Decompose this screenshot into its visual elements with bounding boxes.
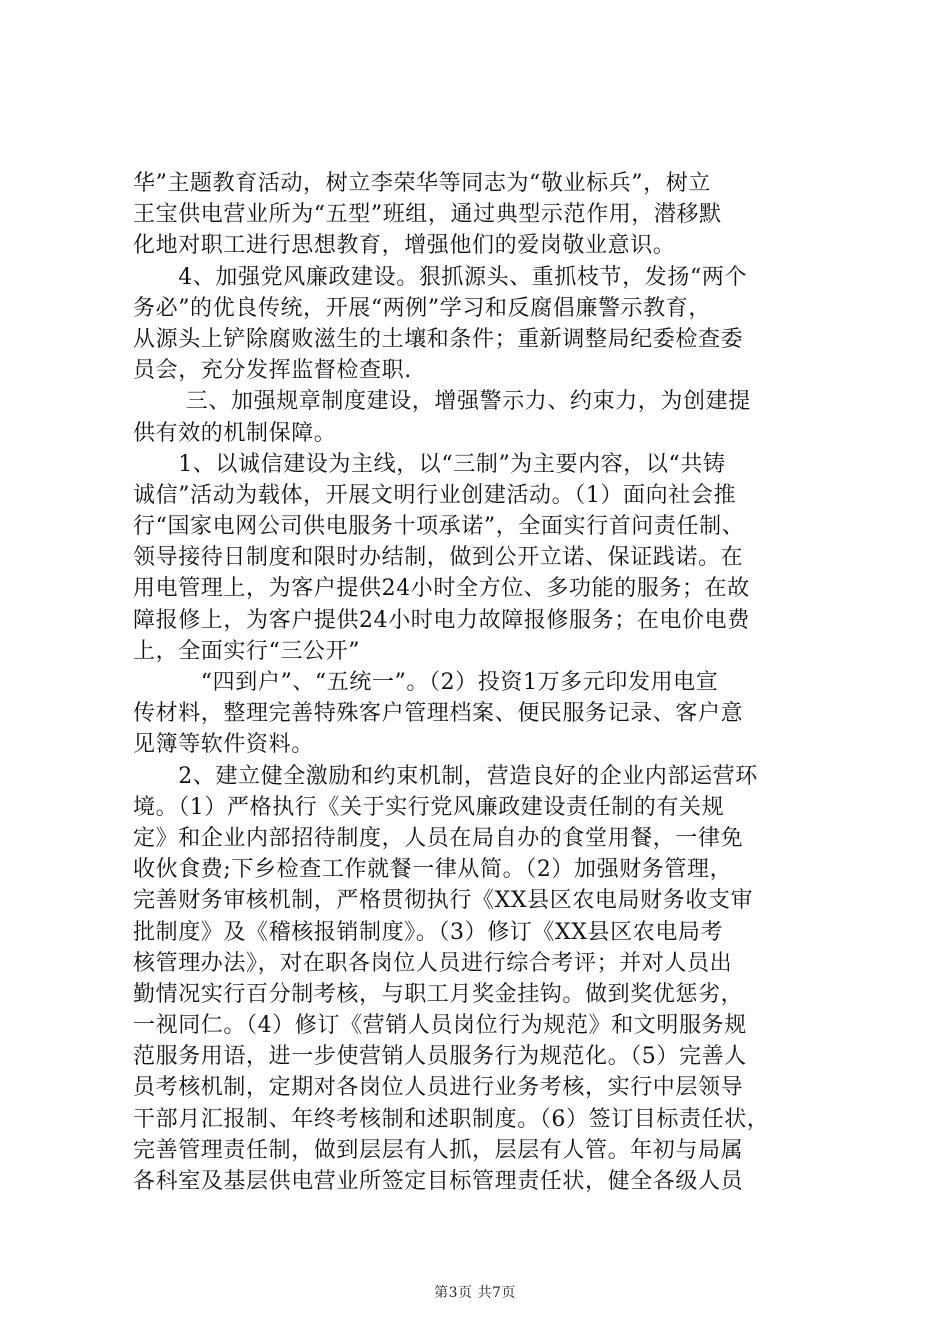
text-line: 1、以诚信建设为主线，以“三制”为主要内容，以“共铸: [133, 451, 726, 477]
text-line: 上，全面实行“三公开”: [133, 638, 361, 664]
text-line: 批制度》及《稽核报销制度》。（3）修订《XX县区农电局考: [133, 919, 724, 945]
text-line: 华”主题教育活动，树立李荣华等同志为“敬业标兵”，树立: [133, 171, 711, 196]
text-line: 障报修上，为客户提供24小时电力故障报修服务；在电价电费: [133, 607, 750, 633]
text-line: 诚信”活动为载体，开展文明行业创建活动。（1）面向社会推: [133, 482, 737, 508]
page-footer: 第3页 共7页: [434, 1285, 516, 1301]
text-line: 完善财务审核机制，严格贯彻执行《XX县区农电局财务收支审: [133, 888, 754, 914]
text-line: 干部月汇报制、年终考核制和述职制度。（6）签订目标责任状，: [133, 1106, 770, 1132]
text-line: 领导接待日制度和限时办结制，做到公开立诺、保证践诺。在: [133, 545, 744, 571]
text-line: 4、加强党风廉政建设。狠抓源头、重抓枝节，发扬“两个: [133, 264, 748, 290]
text-line: 收伙食费;下乡检查工作就餐一律从简。（2）加强财务管理，: [133, 857, 733, 883]
text-line: 各科室及基层供电营业所签定目标管理责任状，健全各级人员: [133, 1169, 744, 1194]
text-line: 员会，充分发挥监督检查职.: [133, 358, 412, 384]
text-line: 勤情况实行百分制考核，与职工月奖金挂钩。做到奖优惩劣，: [133, 981, 744, 1007]
text-line: 传材料，整理完善特殊客户管理档案、便民服务记录、客户意: [133, 701, 744, 727]
text-line: 核管理办法》，对在职各岗位人员进行综合考评；并对人员出: [133, 950, 733, 976]
text-line: 见簿等软件资料。: [133, 732, 314, 758]
text-line: 范服务用语，进一步使营销人员服务行为规范化。（5）完善人: [133, 1044, 747, 1070]
document-body: [133, 168, 833, 1197]
text-line: 务必”的优良传统，开展“两例”学习和反腐倡廉警示教育，: [133, 295, 711, 321]
text-line: 一视同仁。（4）修订《营销人员岗位行为规范》和文明服务规: [133, 1013, 747, 1039]
text-line: 行“国家电网公司供电服务十项承诺”，全面实行首问责任制、: [133, 514, 745, 540]
text-line: 三、加强规章制度建设，增强警示力、约束力，为创建提: [133, 389, 751, 415]
text-line: 供有效的机制保障。: [133, 420, 337, 446]
text-line: “四到户”、“五统一”。（2）投资1万多元印发用电宣: [133, 670, 719, 695]
text-line: 定》和企业内部招待制度，人员在局自办的食堂用餐，一律免: [133, 825, 744, 851]
text-line: 完善管理责任制，做到层层有人抓，层层有人管。年初与局属: [133, 1137, 744, 1163]
text-line: 用电管理上，为客户提供24小时全方位、多功能的服务；在故: [133, 576, 750, 602]
text-line: 化地对职工进行思想教育，增强他们的爱岗敬业意识。: [133, 233, 676, 259]
text-line: 2、建立健全激励和约束机制，营造良好的企业内部运营环: [133, 763, 758, 789]
text-line: 王宝供电营业所为“五型”班组，通过典型示范作用，潜移默: [133, 202, 722, 228]
text-line: 境。（1）严格执行《关于实行党风廉政建设责任制的有关规: [133, 794, 725, 820]
text-line: 员考核机制，定期对各岗位人员进行业务考核，实行中层领导: [133, 1075, 744, 1101]
text-line: 从源头上铲除腐败滋生的土壤和条件；重新调整局纪委检查委: [133, 326, 744, 352]
